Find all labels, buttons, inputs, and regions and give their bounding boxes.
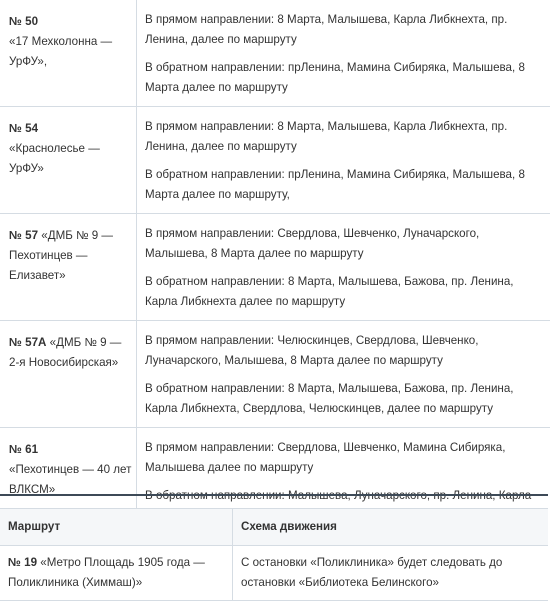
route-cell	[0, 321, 137, 427]
route-name: «Метро Площадь 1905 года — Поликлиника (Химмаш)»	[8, 556, 205, 589]
route-cell	[0, 214, 137, 320]
route-number: № 57	[9, 229, 39, 242]
route-number: № 57А	[9, 336, 47, 349]
route-cell	[0, 107, 137, 213]
route-name: «ДМБ № 9 — Пехотинцев — Елизавет»	[9, 229, 113, 282]
route-number: № 50	[9, 15, 39, 28]
route-cell	[0, 546, 233, 600]
route-name: «Краснолесье — УрФУ»	[9, 142, 100, 175]
table-row	[0, 0, 550, 107]
route-changes-table	[0, 508, 548, 601]
route-number: № 19	[8, 556, 38, 569]
route-name: «Пехотинцев — 40 лет ВЛКСМ»	[9, 463, 132, 496]
scheme-cell	[137, 214, 550, 320]
backward-direction: В обратном направлении: 8 Марта, Малышева, Бажова, пр. Ленина, Карла Либкнехта, Свердлова, Челюскинцев, далее по маршруту	[145, 382, 514, 415]
scheme-cell	[137, 321, 550, 427]
column-header-route: Маршрут	[0, 509, 233, 545]
table-row	[0, 321, 550, 428]
route-name: «17 Мехколонна — УрФУ»,	[9, 35, 113, 68]
backward-direction: В обратном направлении: 8 Марта, Малышева, Бажова, пр. Ленина, Карла Либкнехта далее по маршруту	[145, 275, 514, 308]
table-row	[0, 214, 550, 321]
route-number: № 54	[9, 122, 39, 135]
forward-direction: В прямом направлении: 8 Марта, Малышева, Карла Либкнехта, пр. Ленина, далее по маршруту	[145, 13, 508, 46]
scheme-cell	[137, 107, 550, 213]
route-number: № 61	[9, 443, 39, 456]
route-cell	[0, 0, 137, 106]
forward-direction: В прямом направлении: Свердлова, Шевченко, Мамина Сибиряка, Малышева далее по маршруту	[145, 441, 506, 474]
table-header-row	[0, 509, 548, 546]
column-header-scheme: Схема движения	[241, 520, 337, 533]
scheme-cell: С остановки «Поликлиника» будет следовать до остановки «Библиотека Белинского»	[241, 556, 503, 589]
backward-direction: В обратном направлении: Малышева, Луначарского, пр. Ленина, Карла	[145, 489, 532, 502]
table-row	[0, 546, 548, 601]
backward-direction: В обратном направлении: прЛенина, Мамина Сибиряка, Малышева, 8 Марта далее по маршруту,	[145, 168, 525, 201]
forward-direction: В прямом направлении: 8 Марта, Малышева, Карла Либкнехта, пр. Ленина, далее по маршруту	[145, 120, 508, 153]
forward-direction: В прямом направлении: Челюскинцев, Свердлова, Шевченко, Луначарского, Малышева, 8 Марта далее по маршруту	[145, 334, 479, 367]
scheme-cell	[137, 0, 550, 106]
backward-direction: В обратном направлении: прЛенина, Мамина Сибиряка, Малышева, 8 Марта далее по маршруту	[145, 61, 525, 94]
table-row	[0, 107, 550, 214]
section-divider	[0, 494, 548, 496]
forward-direction: В прямом направлении: Свердлова, Шевченко, Луначарского, Малышева, 8 Марта далее по маршруту	[145, 227, 480, 260]
route-name: «ДМБ № 9 — 2-я Новосибирская»	[9, 336, 122, 369]
